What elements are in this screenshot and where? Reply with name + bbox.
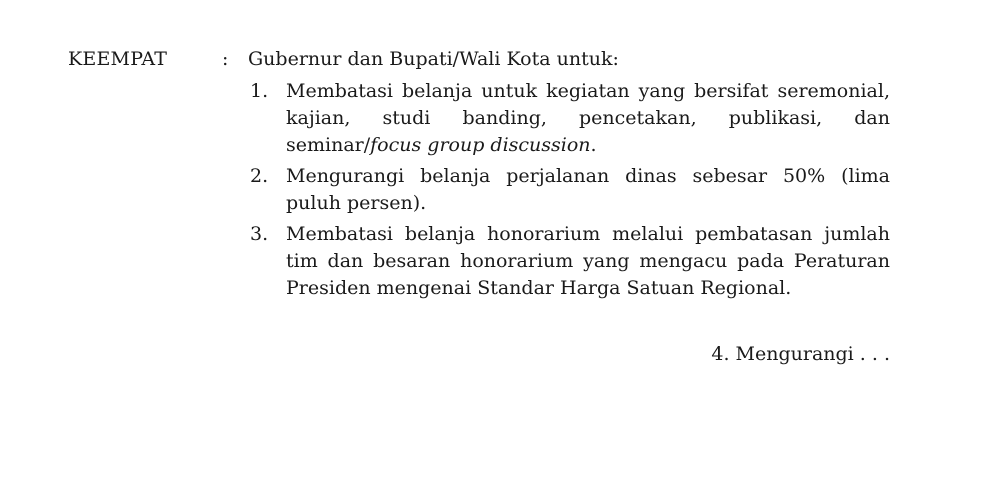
page-continuation-note: 4. Mengurangi . . . bbox=[711, 343, 890, 365]
list-item-number: 2. bbox=[250, 165, 269, 187]
list-item bbox=[250, 163, 890, 217]
list-item-text: Mengurangi belanja perjalanan dinas sebesar 50% (lima puluh persen). bbox=[286, 165, 890, 214]
list-item bbox=[250, 78, 890, 159]
section-colon: : bbox=[222, 48, 229, 70]
list-item-number: 1. bbox=[250, 80, 269, 102]
list-item-number: 3. bbox=[250, 223, 269, 245]
section-intro: Gubernur dan Bupati/Wali Kota untuk: bbox=[248, 48, 619, 70]
instruction-list bbox=[250, 78, 890, 306]
section-label: KEEMPAT bbox=[68, 48, 168, 70]
list-item-text bbox=[286, 78, 890, 159]
list-item bbox=[250, 221, 890, 302]
list-item-text-italic: focus group discussion bbox=[370, 134, 591, 156]
list-item-text: Membatasi belanja honorarium melalui pembatasan jumlah tim dan besaran honorarium yang mengacu pada Peraturan Presiden mengenai Standar Harga Satuan Regional. bbox=[286, 223, 890, 299]
list-item-text-end: . bbox=[590, 134, 597, 156]
list-item-text-main: Membatasi belanja untuk kegiatan yang bersifat seremonial, kajian, studi banding, pencetakan, publikasi, dan seminar/ bbox=[286, 80, 890, 156]
